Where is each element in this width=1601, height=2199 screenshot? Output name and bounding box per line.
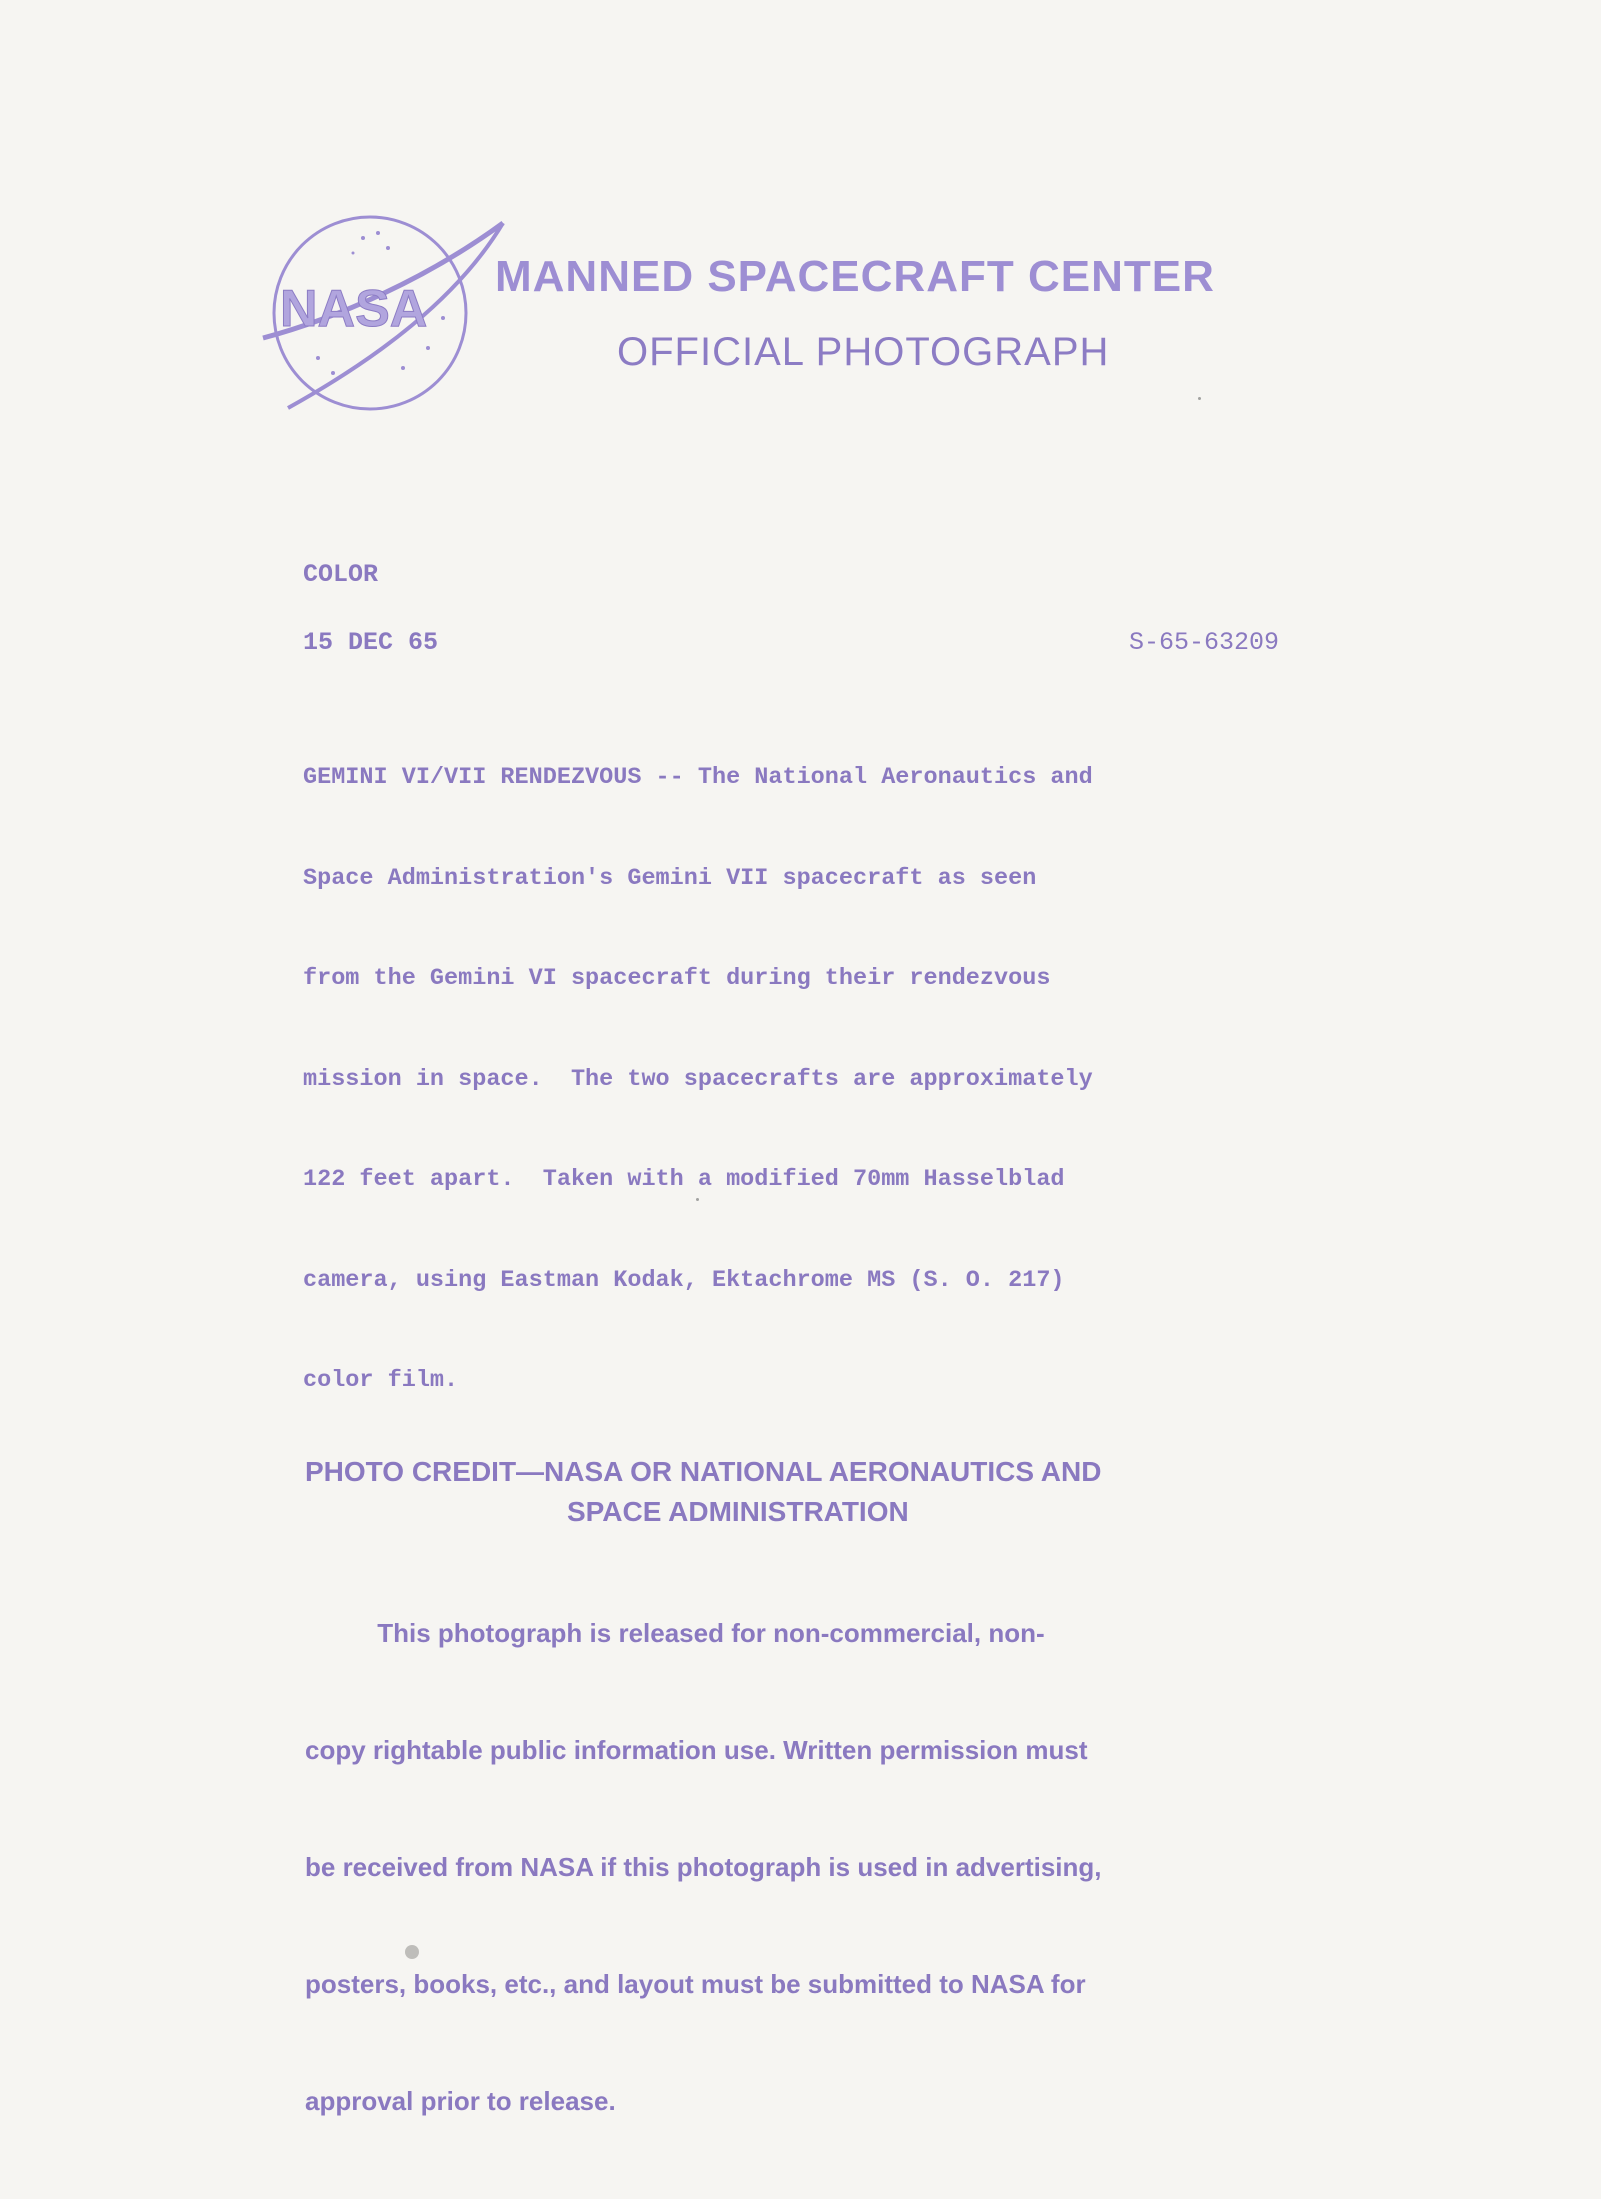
caption-line: from the Gemini VI spacecraft during their rendezvous — [303, 965, 1051, 992]
film-type: COLOR — [303, 560, 379, 589]
photo-number: S-65-63209 — [1128, 628, 1279, 657]
credit-terms-line: approval prior to release. — [305, 2086, 616, 2116]
caption-line: 122 feet apart. Taken with a modified 70mm Hasselblad — [303, 1166, 1065, 1193]
nasa-meatball-logo — [258, 208, 508, 418]
caption-line: camera, using Eastman Kodak, Ektachrome MS (S. O. 217) — [303, 1266, 1065, 1294]
logo-text: NASA — [280, 280, 428, 338]
credit-terms-line: posters, books, etc., and layout must be submitted to NASA for — [305, 1969, 1086, 1999]
photo-caption — [303, 694, 1263, 1465]
caption-line: color film. — [303, 1367, 459, 1394]
center-name-stamp: MANNED SPACECRAFT CENTER — [495, 252, 1215, 301]
paper-speck — [405, 1945, 419, 1959]
credit-heading-line-2: SPACE ADMINISTRATION — [567, 1496, 909, 1527]
credit-heading-line-1: PHOTO CREDIT—NASA OR NATIONAL AERONAUTICS AND — [305, 1456, 1102, 1487]
credit-terms-line: This photograph is released for non-commercial, non- — [305, 1618, 1045, 1648]
photo-date: 15 DEC 65 — [303, 628, 439, 657]
credit-terms — [305, 1536, 1225, 2199]
paper-dot — [1198, 397, 1201, 400]
paper-dot — [696, 1198, 699, 1201]
caption-line: Space Administration's Gemini VII spacecraft as seen — [303, 864, 1037, 892]
document-type-stamp: OFFICIAL PHOTOGRAPH — [617, 330, 1110, 374]
caption-line: GEMINI VI/VII RENDEZVOUS -- The National Aeronautics and — [303, 764, 1093, 791]
credit-terms-line: copy rightable public information use. Written permission must — [305, 1735, 1088, 1765]
credit-terms-line: be received from NASA if this photograph is used in advertising, — [305, 1852, 1102, 1882]
caption-line: mission in space. The two spacecrafts are approximately — [303, 1065, 1093, 1093]
photo-credit-stamp — [305, 1452, 1225, 2199]
